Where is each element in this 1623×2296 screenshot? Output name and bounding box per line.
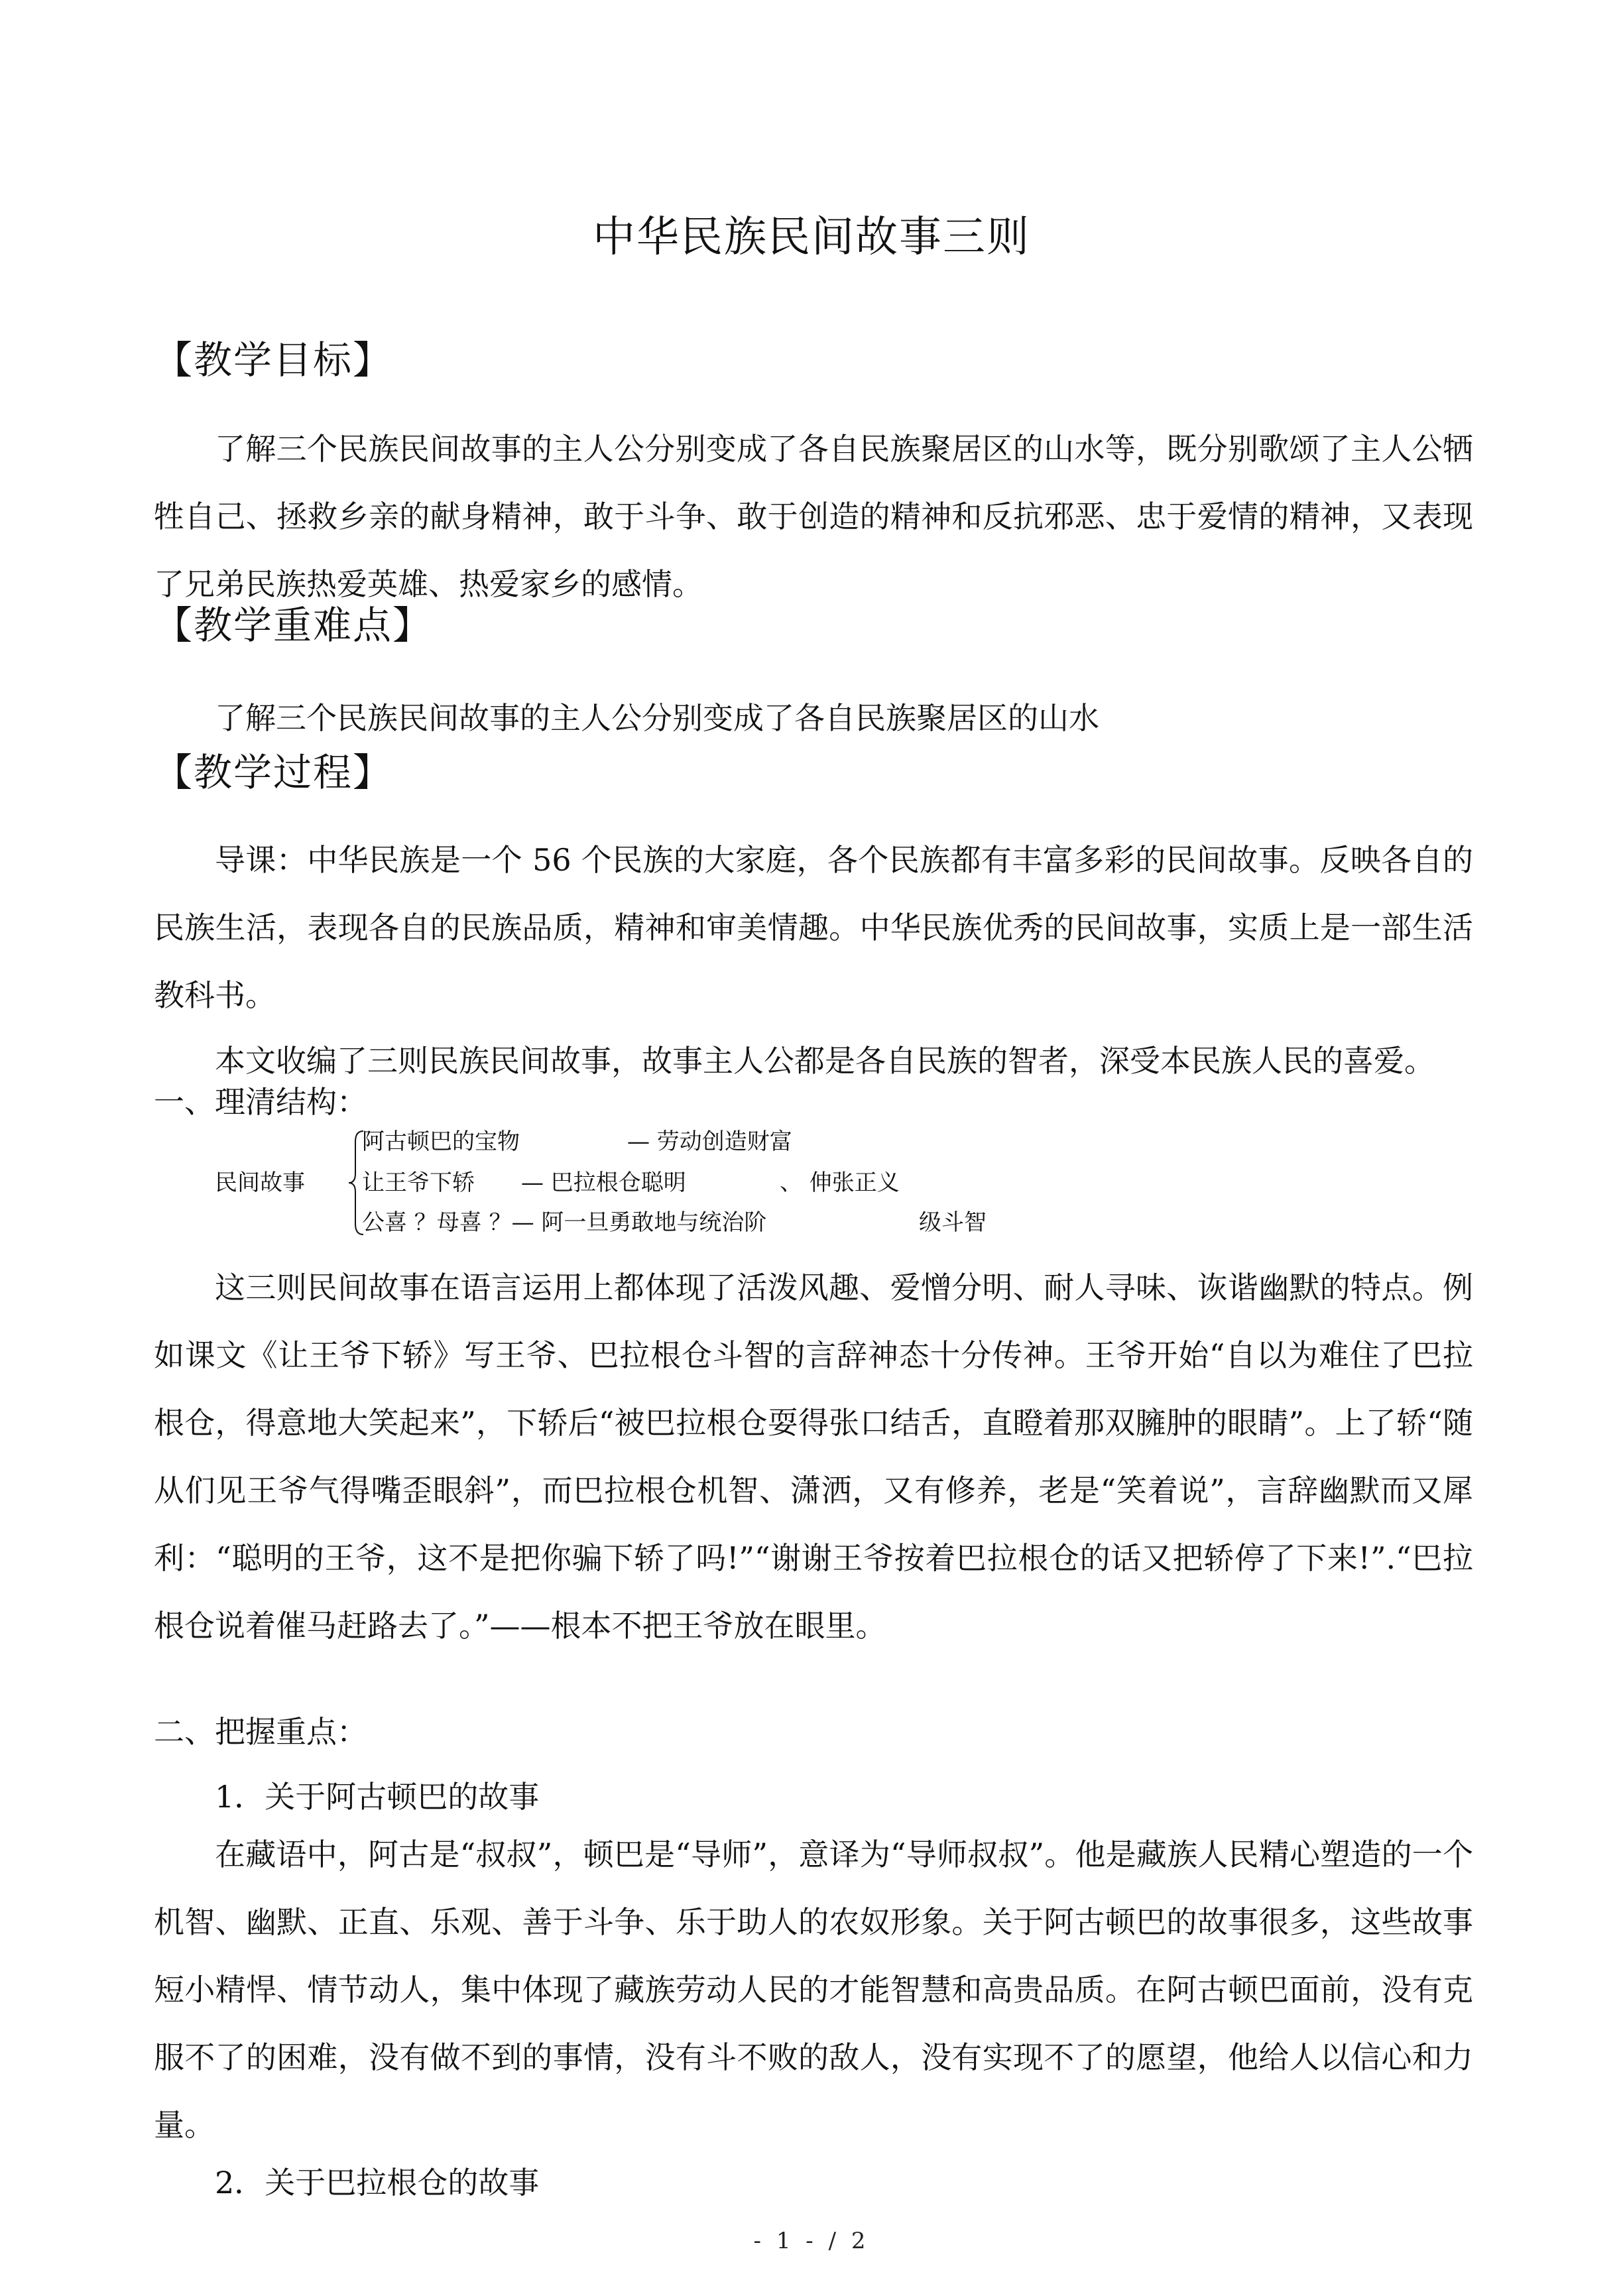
structure-diagram	[215, 1127, 1077, 1240]
part1-heading: 一、理清结构：	[154, 1084, 367, 1120]
key-heading: 【教学重难点】	[154, 603, 433, 648]
part2-heading: 二、把握重点：	[154, 1714, 367, 1750]
key-paragraph: 了解三个民族民间故事的主人公分别变成了各自民族聚居区的山水	[215, 700, 1099, 736]
item1-heading: 1．关于阿古顿巴的故事	[215, 1779, 540, 1815]
diagram-story: 阿古顿巴的宝物	[362, 1128, 520, 1155]
diagram-story: 让王爷下轿	[362, 1170, 475, 1196]
summary-paragraph: 本文收编了三则民族民间故事，故事主人公都是各自民族的智者，深受本民族人民的喜爱。	[215, 1043, 1435, 1079]
item2-heading: 2．关于巴拉根仓的故事	[215, 2165, 540, 2201]
item1-paragraph: 在藏语中，阿古是“叔叔”，顿巴是“导师”，意译为“导师叔叔”。他是藏族人民精心塑造的一个机智、幽默、正直、乐观、善于斗争、乐于助人的农奴形象。关于阿古顿巴的故事很多，这些故事短小精悍、情节动人，集中体现了藏族劳动人民的才能智慧和高贵品质。在阿古顿巴面前，没有克服不了的困难，没有做不到的事情，没有斗不败的敌人，没有实现不了的愿望，他给人以信心和力量。	[154, 1837, 1473, 2143]
intro-paragraph: 导课：中华民族是一个 56 个民族的大家庭，各个民族都有丰富多彩的民间故事。反映各自的民族生活，表现各自的民族品质，精神和审美情趣。中华民族优秀的民间故事，实质上是一部生活教科书。	[154, 842, 1473, 1013]
diagram-theme-extra: 、 伸张正义	[780, 1170, 900, 1196]
diagram-theme-extra: 级斗智	[919, 1209, 987, 1236]
diagram-theme: — 巴拉根仓聪明	[521, 1170, 686, 1196]
goal-heading: 【教学目标】	[154, 337, 393, 383]
language-paragraph: 这三则民间故事在语言运用上都体现了活泼风趣、爱憎分明、耐人寻味、诙谐幽默的特点。例如课文《让王爷下轿》写王爷、巴拉根仓斗智的言辞神态十分传神。王爷开始“自以为难住了巴拉根仓，得意地大笑起来”，下轿后“被巴拉根仓耍得张口结舌，直瞪着那双臃肿的眼睛”。上了轿“随从们见王爷气得嘴歪眼斜”，而巴拉根仓机智、潇洒，又有修养，老是“笑着说”，言辞幽默而又犀利：“聪明的王爷，这不是把你骗下轿了吗!”“谢谢王爷按着巴拉根仓的话又把轿停了下来!”.“巴拉根仓说着催马赶路去了。”——根本不把王爷放在眼里。	[154, 1270, 1473, 1644]
diagram-theme: — 劳动创造财富	[627, 1128, 792, 1155]
diagram-story: 公喜 ？母喜 ？— 阿一旦勇敢地与统治阶	[362, 1209, 767, 1236]
page-number: - 1 - / 2	[753, 2228, 870, 2254]
process-heading: 【教学过程】	[154, 750, 393, 795]
page-title: 中华民族民间故事三则	[593, 213, 1030, 262]
goal-paragraph: 了解三个民族民间故事的主人公分别变成了各自民族聚居区的山水等，既分别歌颂了主人公牺牲自己、拯救乡亲的献身精神，敢于斗争、敢于创造的精神和反抗邪恶、忠于爱情的精神，又表现了兄弟民族热爱英雄、热爱家乡的感情。	[154, 431, 1473, 602]
diagram-root: 民间故事	[215, 1170, 305, 1196]
